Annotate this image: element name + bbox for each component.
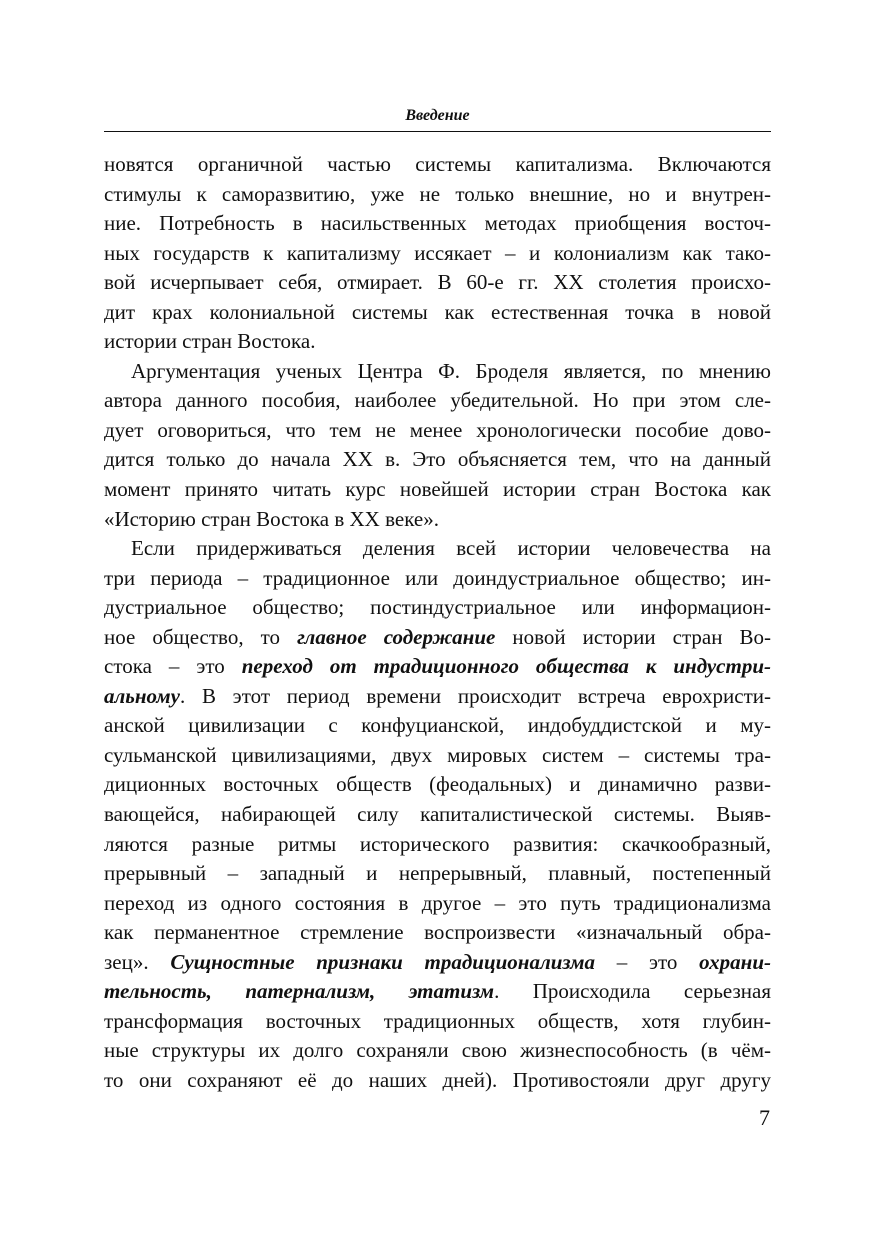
running-header: Введение <box>405 107 470 124</box>
text-line: зец». Сущностные признаки традиционализма – это охрани- <box>104 949 771 974</box>
emphasis-text: Сущностные признаки традиционализма <box>170 949 595 974</box>
emphasis-text: тельность, патернализм, этатизм <box>104 979 495 1004</box>
text-line: как перманентное стремление воспроизвести «изначальный обра- <box>104 920 771 945</box>
body-text <box>104 150 771 1096</box>
text-line: ляются разные ритмы исторического развития: скачкообразный, <box>104 831 771 856</box>
text-line: анской цивилизации с конфуцианской, индобуддистской и му- <box>104 713 771 738</box>
text-line: дустриальное общество; постиндустриальное или информацион- <box>104 595 771 620</box>
text-line: дит крах колониальной системы как естественная точка в новой <box>104 299 771 324</box>
text-line: ных государств к капитализму иссякает – и колониализм как тако- <box>104 240 771 265</box>
text-line: вой исчерпывает себя, отмирает. В 60-е гг. XX столетия происхо- <box>104 270 771 295</box>
emphasis-text: переход от традиционного общества к индустри- <box>241 654 771 679</box>
text-line: «Историю стран Востока в XX веке». <box>104 506 439 531</box>
text-line: Аргументация ученых Центра Ф. Броделя является, по мнению <box>131 358 771 383</box>
page-number: 7 <box>759 1105 770 1130</box>
text-line: прерывный – западный и непрерывный, плавный, постепенный <box>104 861 771 886</box>
emphasis-text: главное содержание <box>297 624 496 649</box>
text-line: диционных восточных обществ (феодальных) и динамично разви- <box>104 772 771 797</box>
text-line: дует оговориться, что тем не менее хронологически пособие дово- <box>104 417 771 442</box>
text-line: ние. Потребность в насильственных методах приобщения восточ- <box>104 211 771 236</box>
text-line: ные структуры их долго сохраняли свою жизнеспособность (в чём- <box>104 1038 771 1063</box>
text-line: переход из одного состояния в другое – это путь традиционализма <box>104 890 771 915</box>
text-line: стока – это переход от традиционного общества к индустри- <box>104 654 771 679</box>
text-line: истории стран Востока. <box>104 329 316 354</box>
text-line: дится только до начала XX в. Это объясняется тем, что на данный <box>104 447 771 472</box>
text-line: вающейся, набирающей силу капиталистической системы. Выяв- <box>104 802 771 827</box>
text-line: момент принято читать курс новейшей истории стран Востока как <box>104 477 771 502</box>
text-line: тельность, патернализм, этатизм. Происходила серьезная <box>104 979 771 1004</box>
text-line: автора данного пособия, наиболее убедительной. Но при этом сле- <box>104 388 771 413</box>
emphasis-text: альному <box>104 683 180 708</box>
text-line: Если придерживаться деления всей истории человечества на <box>131 536 771 561</box>
text-line: альному. В этот период времени происходит встреча еврохристи- <box>104 683 771 708</box>
emphasis-text: охрани- <box>699 949 771 974</box>
text-line: сульманской цивилизациями, двух мировых систем – системы тра- <box>104 742 771 767</box>
header-rule <box>104 131 771 132</box>
text-line: то они сохраняют её до наших дней). Противостояли друг другу <box>104 1067 771 1092</box>
text-line: три периода – традиционное или доиндустриальное общество; ин- <box>104 565 771 590</box>
text-line: стимулы к саморазвитию, уже не только внешние, но и внутрен- <box>104 181 771 206</box>
text-line: ное общество, то главное содержание новой истории стран Во- <box>104 624 771 649</box>
text-line: трансформация восточных традиционных обществ, хотя глубин- <box>104 1008 771 1033</box>
text-line: новятся органичной частью системы капитализма. Включаются <box>104 152 771 176</box>
